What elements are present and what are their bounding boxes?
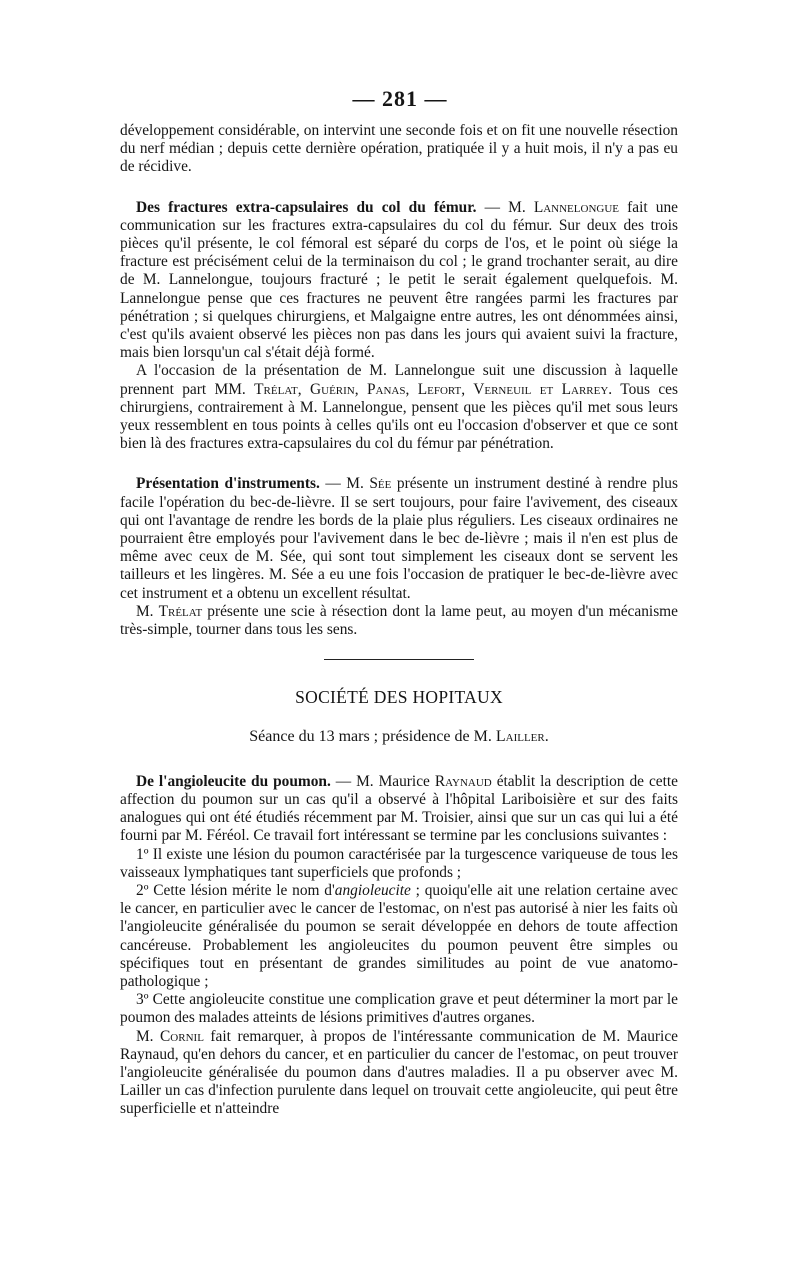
conclusion-3: 3º Cette angioleucite constitue une complication grave et peut déterminer la mort par le poumon des malades atteints de lésions primitives d'autres organes. xyxy=(120,991,678,1027)
author-name: Trélat xyxy=(158,602,203,620)
section-angioleucite: De l'angioleucite du poumon. — M. Maurice Raynaud établit la description de cette affection du poumon sur un cas qu'il a observé à l'hôpital Lariboisière et sur des faits analogues qui ont été étudiés récemment par M. Troisier, ainsi que sur un cas qui lui a été fourni par M. Féréol. Ce travail fort intéressant se termine par les conclusions suivantes : xyxy=(120,772,678,845)
section-instruments: Présentation d'instruments. — M. Sée présente un instrument destiné à rendre plus facile l'opération du bec-de-lièvre. Il se sert toujours, pour faire l'avivement, des ciseaux qui ont l'avantage de rendre les bords de la plaie plus réguliers. Les ciseaux ordinaires ne pourraient être employés pour l'avivement dans le bec de-lièvre ; mais il n'en est plus de même avec ceux de M. Sée, qui sont tout simplement les ciseaux dont se servent les tailleurs et les lingères. M. Sée a eu une fois l'occasion de pratiquer le bec-de-lièvre avec cet instrument et a obtenu un excellent résultat. xyxy=(120,475,678,602)
text-column xyxy=(120,122,678,1119)
paragraph: A l'occasion de la présentation de M. Lannelongue suit une discussion à laquelle prennent part MM. Trélat, Guérin, Panas, Lefort, Verneuil et Larrey. Tous ces chirurgiens, contrairement à M. Lannelongue, pensent que les pièces qu'il met sous leurs yeux ressemblent en tous points à celles qu'ils ont eu l'occasion d'observer et que ce sont bien là des fractures extra-capsulaires du col du fémur par pénétration. xyxy=(120,362,678,453)
intro-paragraph: développement considérable, on intervint une seconde fois et on fit une nouvelle résection du nerf médian ; depuis cette dernière opération, pratiquée il y a huit mois, il n'y a pas eu de récidive. xyxy=(120,122,678,176)
paragraph: M. Cornil fait remarquer, à propos de l'intéressante communication de M. Maurice Raynaud, qu'en dehors du cancer, et en particulier du cancer de l'estomac, on peut trouver l'angioleucite généralisée du poumon dans d'autres maladies. Il a pu observer avec M. Lailler un cas d'infection purulente dans lequel on trouvait cette angioleucite, qui peut être superficielle et n'atteindre xyxy=(120,1027,678,1118)
conclusion-1: 1º Il existe une lésion du poumon caractérisée par la turgescence variqueuse de tous les vaisseaux lymphatiques tant superficiels que profonds ; xyxy=(120,845,678,881)
author-name: Raynaud xyxy=(434,772,492,790)
section-heading: De l'angioleucite du poumon. xyxy=(136,772,331,790)
page-number: — 281 — xyxy=(352,86,448,111)
session-line: Séance du 13 mars ; présidence de M. Lailler. xyxy=(249,728,549,746)
conclusion-2: 2º Cette lésion mérite le nom d'angioleucite ; quoiqu'elle ait une relation certaine avec le cancer, en particulier avec le cancer de l'estomac, on n'est pas autorisé à nier les faits où l'angioleucite généralisée du poumon se serait développée en dehors de toute affection cancéreuse. Probablement les angioleucites du poumon peuvent être simples ou spécifiques tout en présentant de grandes similitudes au point de vue anatomo-pathologique ; xyxy=(120,881,678,990)
president-name: Lailler. xyxy=(495,728,549,746)
author-name: Lannelongue xyxy=(533,198,619,216)
author-name: Cornil xyxy=(160,1027,204,1045)
italic-term: angioleucite xyxy=(334,881,411,899)
author-names: Trélat, Guérin, Panas, Lefort, Verneuil et Larrey. xyxy=(254,380,613,398)
section-heading: Présentation d'instruments. xyxy=(136,475,320,493)
section-heading: Des fractures extra-capsulaires du col du fémur. xyxy=(136,198,477,216)
society-title: SOCIÉTÉ DES HOPITAUX xyxy=(295,687,503,708)
paragraph: M. Trélat présente une scie à résection dont la lame peut, au moyen d'un mécanisme très-simple, tourner dans tous les sens. xyxy=(120,602,678,639)
separator-rule xyxy=(324,659,474,660)
author-name: Sée xyxy=(369,475,392,493)
section-fractures: Des fractures extra-capsulaires du col du fémur. — M. Lannelongue fait une communication sur les fractures extra-capsulaires du col du fémur. Sur deux des trois pièces qu'il présente, le col fémoral est séparé du corps de l'os, et le point où siége la fracture est précisément celui de la terminaison du col ; le grand trochanter serait, au dire de M. Lannelongue, toujours fracturé ; le petit le serait également quelquefois. M. Lannelongue pense que ces fractures ne peuvent être rangées parmi les fractures par pénétration ; si quelques chirurgiens, et Malgaigne entre autres, les ont dénommées ainsi, c'est qu'ils avaient observé les pièces non pas dans les jours qui avaient suivi la fracture, mais bien lorsqu'un cal s'était déjà formé. xyxy=(120,198,678,362)
